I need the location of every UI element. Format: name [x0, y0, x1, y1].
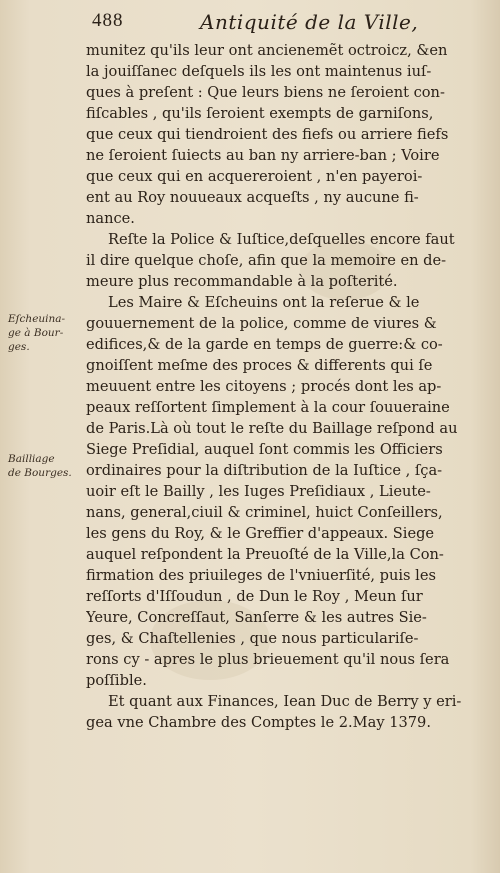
text-line: gnoiſſent meſme des proces & differents qui ſe	[86, 357, 433, 374]
marginal-note-line: Eſcheuina-	[8, 313, 66, 325]
marginal-note-echevinage	[8, 312, 88, 354]
text-line: auquel reſpondent la Preuoſté de la Ville,la Con-	[86, 546, 444, 563]
text-line: edifices,& de la garde en temps de guerre:& co-	[86, 336, 443, 353]
text-line: que ceux qui tiendroient des fiefs ou arriere fiefs	[86, 126, 449, 143]
running-title: Antiquité de la Ville,	[200, 10, 419, 34]
text-line: ne ſeroient ſuiects au ban ny arriere-ban ; Voire	[86, 147, 440, 164]
text-line: uoir eſt le Bailly , les Iuges Preſidiaux , Lieute-	[86, 483, 431, 500]
text-line: firmation des priuileges de l'vniuerſité, puis les	[86, 567, 436, 584]
text-line: de Paris.Là où tout le reſte du Baillage reſpond au	[86, 420, 458, 437]
text-line: gea vne Chambre des Comptes le 2.May 1379.	[86, 714, 431, 731]
text-line: meure plus recommandable à la poſterité.	[86, 273, 398, 290]
text-line: Reſte la Police & Iuſtice,deſquelles encore faut	[108, 231, 455, 248]
page-header	[92, 10, 480, 36]
text-line: les gens du Roy, & le Greffier d'appeaux. Siege	[86, 525, 435, 542]
text-line: nans, general,ciuil & criminel, huict Conſeillers,	[86, 504, 443, 521]
marginal-note-bailliage	[8, 452, 88, 480]
text-line: Siege Preſidial, auquel ſont commis les Officiers	[86, 441, 443, 458]
body-text	[86, 40, 482, 733]
text-line: peaux reſſortent ſimplement à la cour ſouueraine	[86, 399, 450, 416]
text-line: ges, & Chaſtellenies , que nous particulariſe-	[86, 630, 419, 647]
page-number: 488	[92, 10, 124, 31]
text-line: que ceux qui en acquereroient , n'en payeroi-	[86, 168, 423, 185]
text-line: ques à preſent : Que leurs biens ne ſeroient con-	[86, 84, 445, 101]
marginal-note-line: ges.	[8, 341, 30, 353]
text-line: la jouiſſanec deſquels ils les ont maintenus iuſ-	[86, 63, 432, 80]
text-line: rons cy - apres le plus brieuement qu'il nous ſera	[86, 651, 450, 668]
text-line: gouuernement de la police, comme de viures &	[86, 315, 437, 332]
text-line: fiſcables , qu'ils ſeroient exempts de garniſons,	[86, 105, 434, 122]
marginal-notes	[8, 0, 88, 873]
text-line: ordinaires pour la diſtribution de la Iuſtice , ſça-	[86, 462, 443, 479]
text-line: ent au Roy nouueaux acqueſts , ny aucune fi-	[86, 189, 419, 206]
marginal-note-line: Bailliage	[8, 453, 55, 465]
text-line: nance.	[86, 210, 135, 227]
marginal-note-line: ge à Bour-	[8, 327, 64, 339]
text-line: il dire quelque choſe, afin que la memoire en de-	[86, 252, 447, 269]
text-line: munitez qu'ils leur ont ancienemẽt octroicz, &en	[86, 42, 448, 59]
text-line: Les Maire & Eſcheuins ont la reſerue & le	[108, 294, 420, 311]
text-line: Yeure, Concreſſaut, Sanſerre & les autres Sie-	[86, 609, 427, 626]
text-line: poſſible.	[86, 672, 147, 689]
text-line: meuuent entre les citoyens ; procés dont les ap-	[86, 378, 442, 395]
marginal-note-line: de Bourges.	[8, 467, 72, 479]
text-line: Et quant aux Finances, Iean Duc de Berry y eri-	[108, 693, 462, 710]
text-line: reſſorts d'Iſſoudun , de Dun le Roy , Meun ſur	[86, 588, 423, 605]
